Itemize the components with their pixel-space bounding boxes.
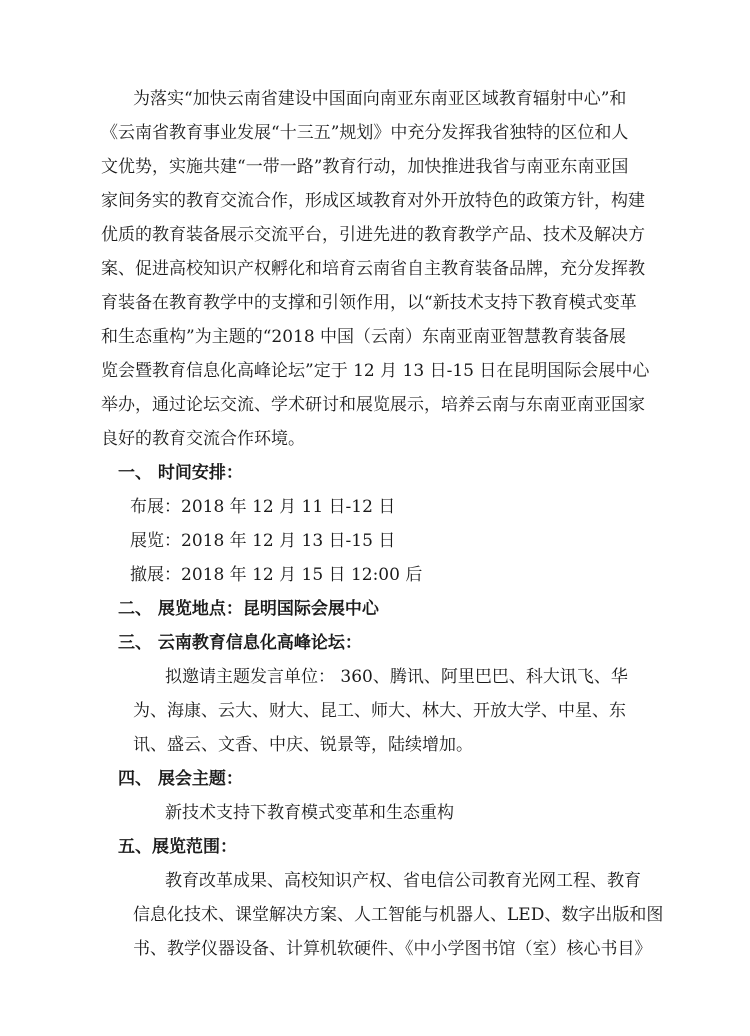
section4-theme: 新技术支持下教育模式变革和生态重构 xyxy=(165,803,454,823)
intro-line-4: 家间务实的教育交流合作，形成区域教育对外开放特色的政策方针，构建 xyxy=(101,191,645,211)
schedule-setup: 布展：2018 年 12 月 11 日-12 日 xyxy=(130,497,396,517)
intro-line-6: 案、促进高校知识产权孵化和培育云南省自主教育装备品牌，充分发挥教 xyxy=(101,259,645,279)
intro-line-7: 育装备在教育教学中的支撑和引领作用，以“新技术支持下教育模式变革 xyxy=(101,293,637,313)
intro-line-3: 文优势，实施共建“一带一路”教育行动，加快推进我省与南亚东南亚国 xyxy=(101,157,629,177)
section3-heading: 三、 云南教育信息化高峰论坛： xyxy=(118,633,362,653)
schedule-exhibition: 展览：2018 年 12 月 13 日-15 日 xyxy=(130,531,396,551)
section1-heading: 一、 时间安排： xyxy=(118,463,243,483)
intro-line-8: 和生态重构”为主题的“2018 中国（云南）东南亚南亚智慧教育装备展 xyxy=(101,327,627,347)
section3-line-3: 讯、盛云、文香、中庆、锐景等，陆续增加。 xyxy=(133,735,473,755)
section5-line-3: 书、教学仪器设备、计算机软硬件、《中小学图书馆（室）核心书目》 xyxy=(133,939,652,959)
section5-heading: 五、展览范围： xyxy=(118,837,237,857)
intro-line-5: 优质的教育装备展示交流平台，引进先进的教育教学产品、技术及解决方 xyxy=(101,225,645,245)
section2-heading: 二、 展览地点：昆明国际会展中心 xyxy=(118,599,379,619)
intro-line-9: 览会暨教育信息化高峰论坛”定于 12 月 13 日-15 日在昆明国际会展中心 xyxy=(101,361,650,381)
intro-line-11: 良好的教育交流合作环境。 xyxy=(101,429,305,449)
section4-heading: 四、 展会主题： xyxy=(118,769,243,789)
intro-line-2: 《云南省教育事业发展“十三五”规划》中充分发挥我省独特的区位和人 xyxy=(101,123,629,143)
intro-line-1: 为落实“加快云南省建设中国面向南亚东南亚区域教育辐射中心”和 xyxy=(133,89,627,109)
section5-line-1: 教育改革成果、高校知识产权、省电信公司教育光网工程、教育 xyxy=(165,871,641,891)
intro-line-10: 举办，通过论坛交流、学术研讨和展览展示，培养云南与东南亚南亚国家 xyxy=(101,395,645,415)
section3-line-2: 为、海康、云大、财大、昆工、师大、林大、开放大学、中星、东 xyxy=(133,701,626,721)
schedule-teardown: 撤展：2018 年 12 月 15 日 12:00 后 xyxy=(130,565,423,585)
section5-line-2: 信息化技术、课堂解决方案、人工智能与机器人、LED、数字出版和图 xyxy=(133,905,664,925)
section3-line-1: 拟邀请主题发言单位： 360、腾讯、阿里巴巴、科大讯飞、华 xyxy=(165,667,628,687)
